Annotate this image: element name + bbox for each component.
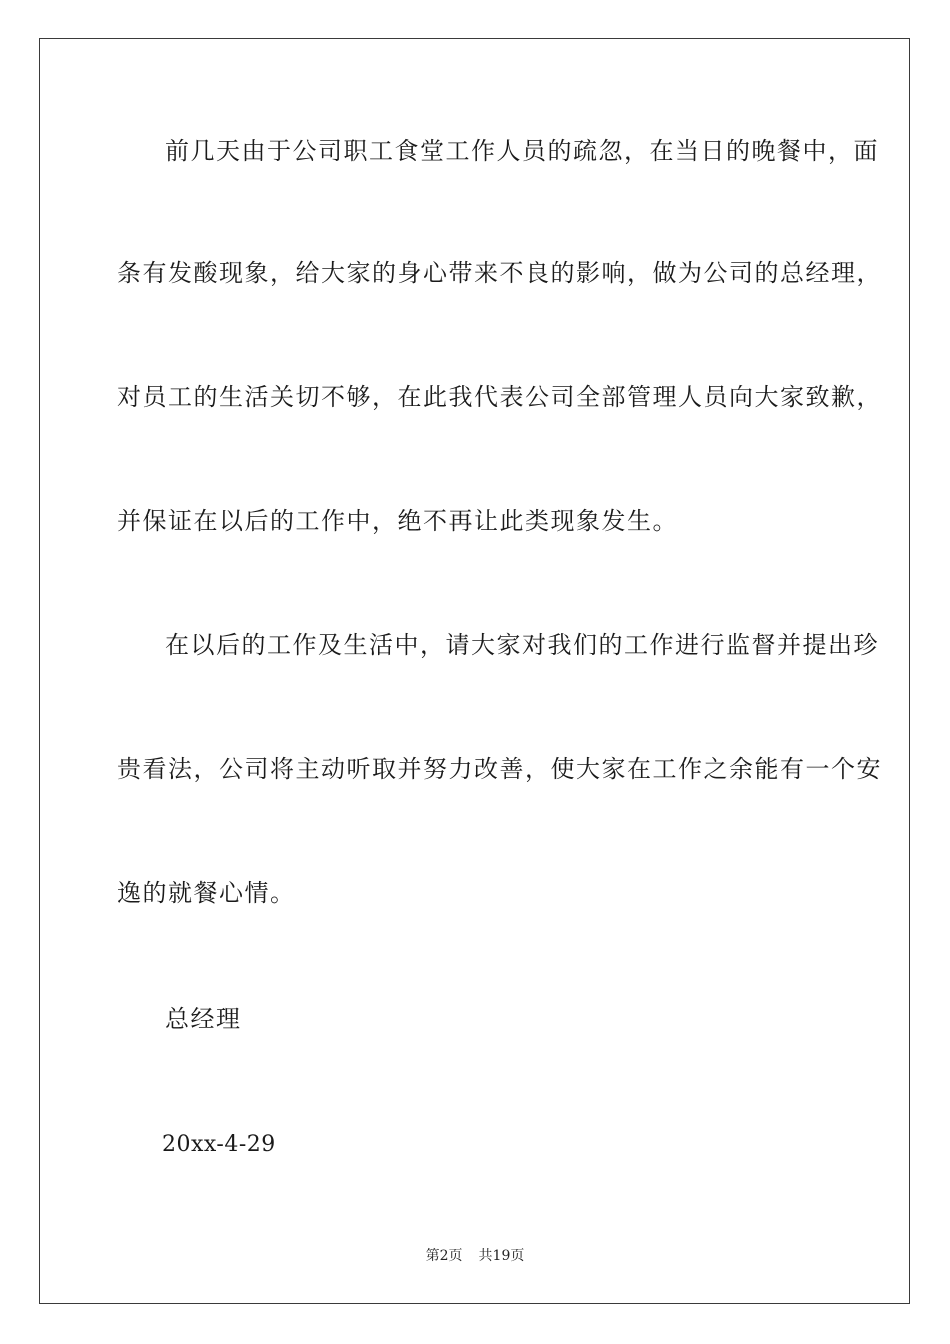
paragraph-1-line-4: 并保证在以后的工作中，绝不再让此类现象发生。 (117, 507, 678, 535)
paragraph-1-line-3: 对员工的生活关切不够，在此我代表公司全部管理人员向大家致歉， (117, 383, 882, 411)
total-pages: 共19页 (478, 1248, 525, 1264)
page-border (39, 38, 910, 1304)
paragraph-2-line-1: 在以后的工作及生活中，请大家对我们的工作进行监督并提出珍 (165, 631, 879, 659)
page-footer (0, 1246, 950, 1266)
signature-title: 总经理 (165, 1005, 242, 1033)
signature-date: 20xx-4-29 (162, 1132, 276, 1157)
paragraph-2-line-2: 贵看法，公司将主动听取并努力改善，使大家在工作之余能有一个安 (117, 755, 882, 783)
paragraph-2-line-3: 逸的就餐心情。 (117, 879, 296, 907)
page-number: 第2页 (425, 1248, 463, 1264)
paragraph-1-line-1: 前几天由于公司职工食堂工作人员的疏忽，在当日的晚餐中，面 (165, 137, 879, 165)
paragraph-1-line-2: 条有发酸现象，给大家的身心带来不良的影响，做为公司的总经理， (117, 259, 882, 287)
